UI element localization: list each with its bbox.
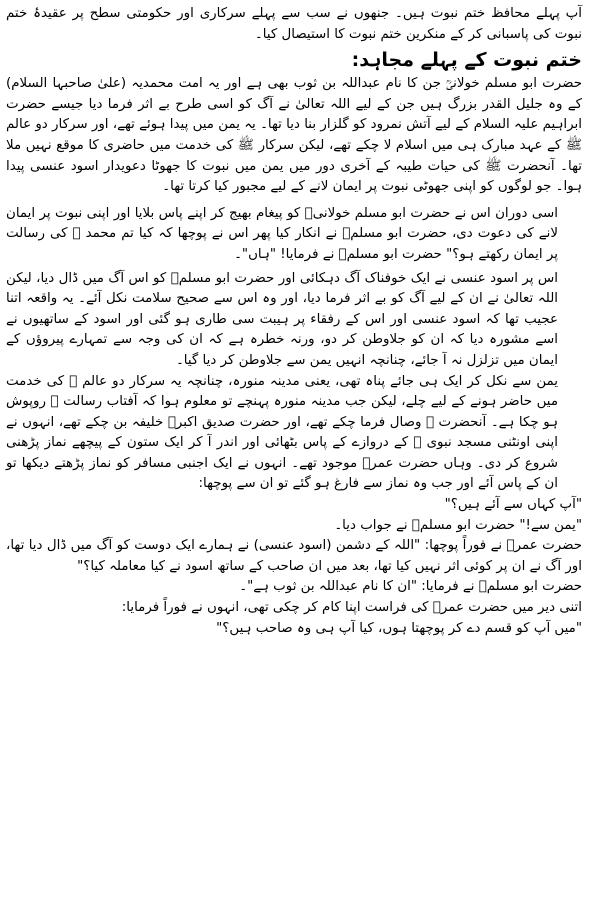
paragraph-invitation: اسی دوران اس نے حضرت ابو مسلم خولانیؒ کو پیغام بھیج کر اپنے پاس بلایا اور اپنی نبوت پر ایمان لانے کی دعوت دی، حضرت ابو مسلمؒ نے انکار کیا پھر اس نے پوچھا کہ کیا تم محمد ﷺ کی رسالت پر ایمان رکھتے ہو؟" حضرت ابو مسلمؒ نے فرمایا! "ہاں"۔ [6, 205, 558, 262]
paragraph-abu-muslim-intro: حضرت ابو مسلم خولانیؒ جن کا نام عبداللہ بن ثوب بھی ہے اور یہ امت محمدیہ (علیٰ صاحبہا السلام) کے وہ جلیل القدر بزرگ ہیں جن کے لیے اللہ تعالیٰ نے آگ کو اسی طرح بے اثر فرما دیا جیسے حضرت ابراہیم علیہ السلام کے لیے آتش نمرود کو گلزار بنا دیا تھا۔ یہ یمن میں پیدا ہوئے تھے، اور سرکار دو عالم ﷺ کے عہد مبارک ہی میں اسلام لا چکے تھے، لیکن سرکار ﷺ کی خدمت میں حاضری کا موقع نہیں ملا تھا۔ آنحضرت ﷺ کی حیات طیبہ کے آخری دور میں یمن میں نبوت کا جھوٹا دعویدار اسود عنسی پیدا ہوا۔ جو لوگوں کو اپنی جھوٹی نبوت پر ایمان لانے کے لیے مجبور کیا کرتا تھا۔ [6, 76, 582, 195]
section-heading: ختم نبوت کے پہلے مجاہد: [351, 49, 582, 72]
dialogue-line-6: "میں آپ کو قسم دے کر پوچھتا ہوں، کیا آپ ہی وہ صاحب ہیں؟" [216, 620, 582, 636]
dialogue-line-3: حضرت عمرؓ نے فوراً پوچھا: "اللہ کے دشمن (اسود عنسی) نے ہمارے ایک دوست کو آگ میں ڈال دیا تھا، اور آگ نے ان پر کوئی اثر نہیں کیا تھا، بعد میں ان صاحب کے ساتھ اسود نے کیا معاملہ کیا؟" [6, 538, 582, 574]
paragraph-fire: اس پر اسود عنسی نے ایک خوفناک آگ دہکائی اور حضرت ابو مسلمؒ کو اس آگ میں ڈال دیا، لیکن اللہ تعالیٰ نے ان کے لیے آگ کو بے اثر فرما دیا، اور وہ اس سے صحیح سلامت نکل آئے۔ یہ واقعہ اتنا عجیب تھا کہ اسود عنسی اور اس کے رفقاء پر ہیبت سی طاری ہو گئی اور اسود کے ساتھیوں نے اسے مشورہ دیا کہ ان کو جلاوطن کر دو، ورنہ خطرہ ہے کہ ان کی وجہ سے تمہارے پیروؤں کے ایمان میں تزلزل نہ آ جائے، چنانچہ انہیں یمن سے جلاوطن کر دیا گیا۔ [6, 270, 558, 368]
dialogue-line-5: اتنی دیر میں حضرت عمرؓ کی فراست اپنا کام کر چکی تھی، انہوں نے فوراً فرمایا: [121, 600, 582, 616]
intro-paragraph: آپ پہلے محافظ ختم نبوت ہیں۔ جنھوں نے سب سے پہلے سرکاری اور حکومتی سطح پر عقیدۂ ختم نبوت کی پاسبانی کر کے منکرین ختم نبوت کا استیصال کیا۔ [6, 6, 582, 42]
dialogue-line-1: "آپ کہاں سے آئے ہیں؟" [444, 497, 582, 513]
dialogue-line-4: حضرت ابو مسلمؒ نے فرمایا: "ان کا نام عبداللہ بن ثوب ہے"۔ [239, 579, 582, 595]
dialogue-line-2: "یمن سے!" حضرت ابو مسلمؒ نے جواب دیا۔ [334, 517, 582, 533]
paragraph-madinah: یمن سے نکل کر ایک ہی جائے پناہ تھی، یعنی مدینہ منورہ، چنانچہ یہ سرکار دو عالم ﷺ کی خدمت میں حاضر ہونے کے لیے چلے، لیکن جب مدینہ منورہ پہنچے تو معلوم ہوا کہ آفتاب رسالت ﷺ روپوش ہو چکا ہے۔ آنحضرت ﷺ وصال فرما چکے تھے، اور حضرت صدیق اکبرؓ خلیفہ بن چکے تھے، انہوں نے اپنی اونٹنی مسجد نبوی ﷺ کے دروازے کے پاس بٹھائی اور اندر آ کر ایک ستون کے پیچھے نماز پڑھنی شروع کر دی۔ وہاں حضرت عمرؓ موجود تھے۔ انہوں نے ایک اجنبی مسافر کو نماز پڑھتے دیکھا تو ان کے پاس آئے اور جب وہ نماز سے فارغ ہو گئے تو ان سے پوچھا: [6, 373, 558, 492]
